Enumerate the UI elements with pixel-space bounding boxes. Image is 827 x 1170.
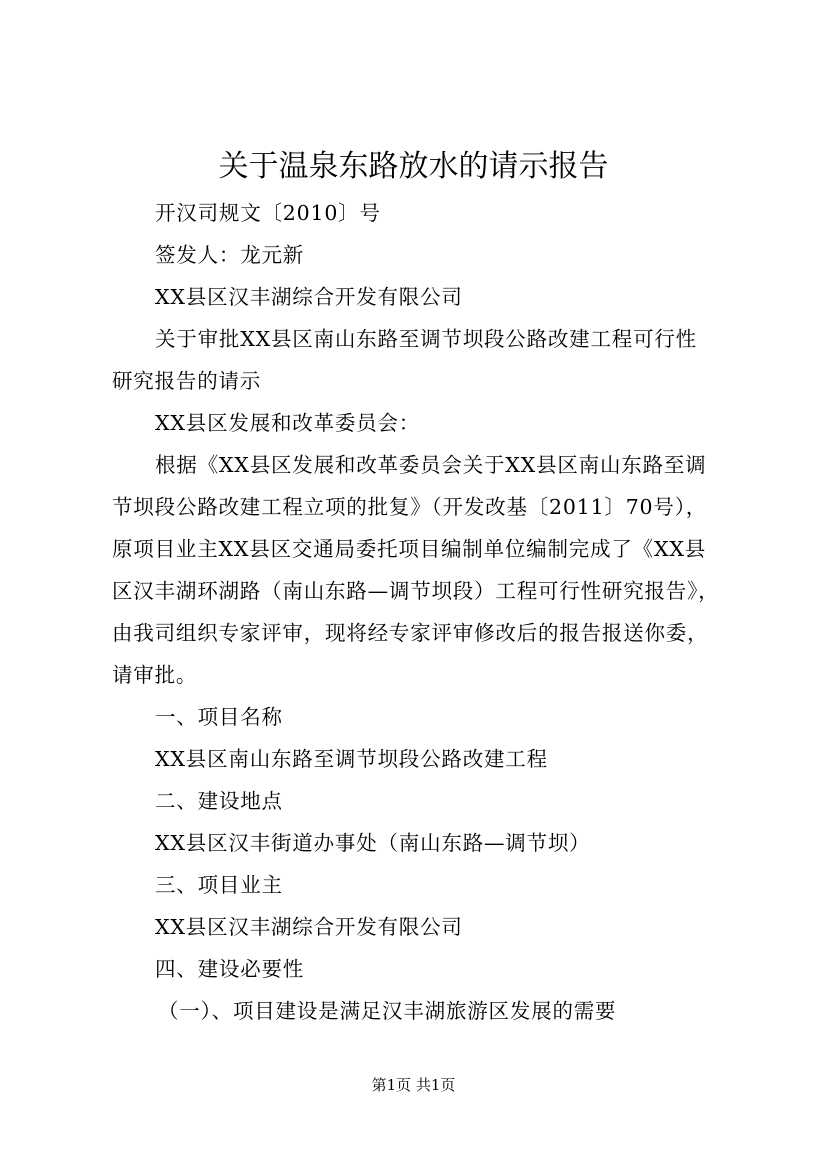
document-title: 关于温泉东路放水的请示报告 — [218, 149, 609, 184]
recipient: XX县区发展和改革委员会： — [155, 411, 421, 435]
page-footer: 第1页 共1页 — [371, 1076, 456, 1094]
section-content: XX县区汉丰街道办事处（南山东路—调节坝） — [155, 831, 591, 855]
subsection-heading: （一）、项目建设是满足汉丰湖旅游区发展的需要 — [158, 999, 617, 1023]
signer: 签发人：龙元新 — [155, 243, 305, 267]
section-heading: 三、项目业主 — [155, 873, 283, 897]
body-paragraph-line: 根据《XX县区发展和改革委员会关于XX县区南山东路至调 — [155, 453, 707, 477]
section-heading: 一、项目名称 — [155, 705, 283, 729]
subject-line: 研究报告的请示 — [112, 369, 262, 393]
subject-line: 关于审批XX县区南山东路至调节坝段公路改建工程可行性 — [155, 327, 697, 351]
body-paragraph-line: 请审批。 — [112, 663, 198, 687]
body-paragraph-line: 原项目业主XX县区交通局委托项目编制单位编制完成了《XX县 — [112, 537, 707, 561]
body-paragraph-line: 由我司组织专家评审，现将经专家评审修改后的报告报送你委， — [112, 621, 709, 645]
section-heading: 四、建设必要性 — [155, 957, 305, 981]
document-number: 开汉司规文〔2010〕号 — [155, 201, 381, 225]
issuer: XX县区汉丰湖综合开发有限公司 — [155, 285, 463, 309]
section-content: XX县区南山东路至调节坝段公路改建工程 — [155, 747, 548, 771]
body-paragraph-line: 区汉丰湖环湖路（南山东路—调节坝段）工程可行性研究报告》， — [112, 579, 720, 603]
body-paragraph-line: 节坝段公路改建工程立项的批复》（开发改基〔2011〕70号）， — [112, 495, 708, 519]
section-heading: 二、建设地点 — [155, 789, 283, 813]
section-content: XX县区汉丰湖综合开发有限公司 — [155, 915, 463, 939]
